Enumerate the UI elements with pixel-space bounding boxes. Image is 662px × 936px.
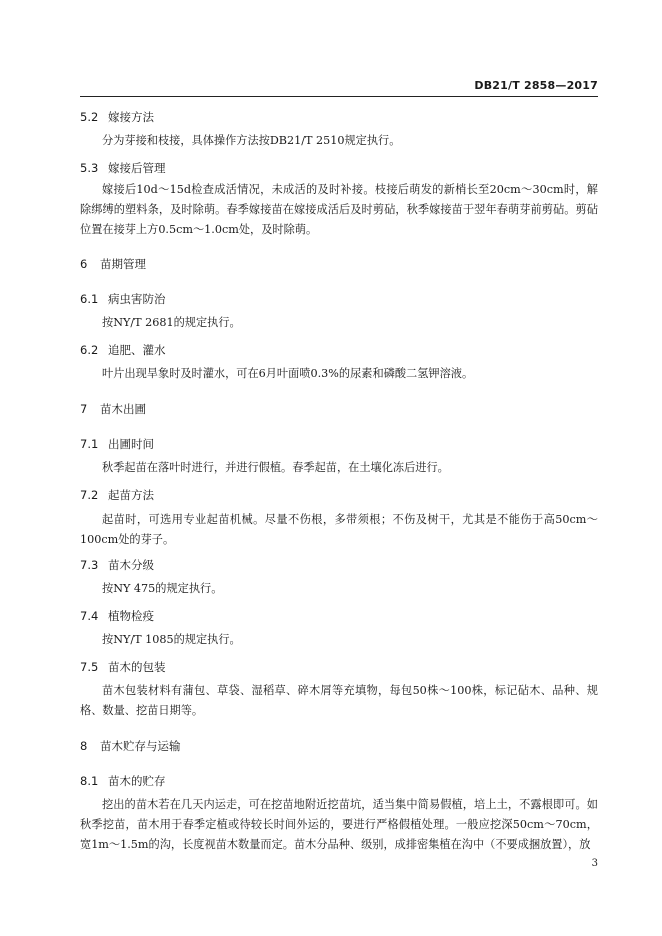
page-number: 3 <box>591 858 598 869</box>
heading-7: 7 苗木出圃 <box>80 402 146 416</box>
heading-6-2: 6.2 追肥、灌水 <box>80 343 166 357</box>
paragraph-5-2: 分为芽接和枝接，具体操作方法按DB21/T 2510规定执行。 <box>102 134 401 147</box>
paragraph-6-1: 按NY/T 2681的规定执行。 <box>102 316 241 329</box>
heading-5-3: 5.3 嫁接后管理 <box>80 161 166 175</box>
header-divider <box>80 96 598 97</box>
heading-6-1: 6.1 病虫害防治 <box>80 292 166 306</box>
heading-7-5: 7.5 苗木的包装 <box>80 660 166 674</box>
paragraph-7-4: 按NY/T 1085的规定执行。 <box>102 633 241 646</box>
paragraph-7-5: 苗木包装材料有蒲包、草袋、湿稻草、碎木屑等充填物，每包50株～100株，标记砧木、品种、规格、数量、挖苗日期等。 <box>80 684 598 717</box>
heading-8: 8 苗木贮存与运输 <box>80 739 181 753</box>
heading-7-4: 7.4 植物检疫 <box>80 609 154 623</box>
paragraph-8-1: 挖出的苗木若在几天内运走，可在挖苗地附近挖苗坑，适当集中简易假植，培上土，不露根即可。如秋季挖苗，苗木用于春季定植或待较长时间外运的，要进行严格假植处理。一般应挖深50cm～70cm，宽1m～1.5m的沟，长度视苗木数量而定。苗木分品种、级别，成排密集植在沟中（不要成捆放置），放 <box>80 798 598 851</box>
heading-6: 6 苗期管理 <box>80 257 146 271</box>
heading-7-3: 7.3 苗木分级 <box>80 558 154 572</box>
heading-5-2: 5.2 嫁接方法 <box>80 110 154 124</box>
paragraph-7-3: 按NY 475的规定执行。 <box>102 582 223 595</box>
paragraph-6-2: 叶片出现旱象时及时灌水，可在6月叶面喷0.3%的尿素和磷酸二氢钾溶液。 <box>102 367 474 380</box>
paragraph-5-3: 嫁接后10d～15d检查成活情况，未成活的及时补接。枝接后萌发的新梢长至20cm～30cm时，解除绑缚的塑料条，及时除萌。春季嫁接苗在嫁接成活后及时剪砧，秋季嫁接苗于翌年春萌芽前剪砧。剪砧位置在接芽上方0.5cm～1.0cm处，及时除萌。 <box>80 183 598 236</box>
heading-8-1: 8.1 苗木的贮存 <box>80 774 166 788</box>
paragraph-7-2: 起苗时，可选用专业起苗机械。尽量不伤根，多带须根；不伤及树干，尤其是不能伤于高50cm～100cm处的芽子。 <box>80 513 598 546</box>
paragraph-7-1: 秋季起苗在落叶时进行，并进行假植。春季起苗，在土壤化冻后进行。 <box>102 461 449 474</box>
document-code: DB21/T 2858—2017 <box>474 79 598 92</box>
heading-7-1: 7.1 出圃时间 <box>80 437 154 451</box>
heading-7-2: 7.2 起苗方法 <box>80 488 154 502</box>
